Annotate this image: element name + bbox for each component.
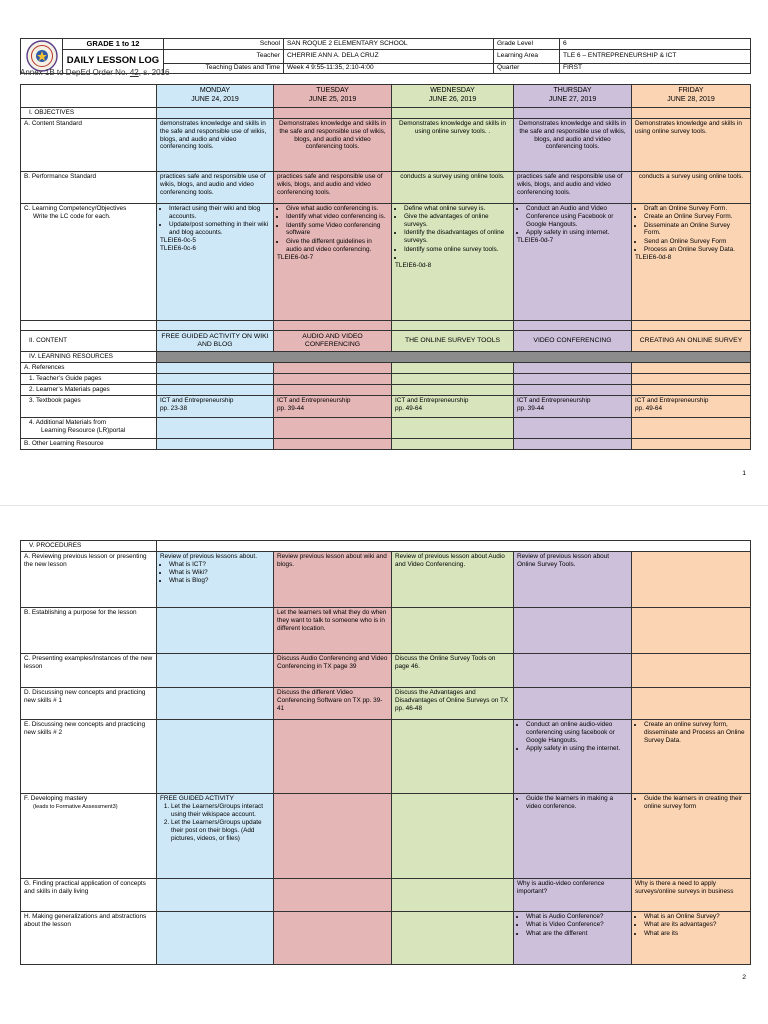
dates-value: Week 4 9:55-11:35, 2:10-4:00: [284, 63, 494, 74]
annex-note: [20, 68, 169, 78]
corner-cell: [21, 85, 157, 108]
content-tuesday: AUDIO AND VIDEO CONFERENCING: [274, 331, 392, 352]
proc-a-tuesday: Review previous lesson about wiki and blogs.: [274, 552, 392, 608]
content-standard-friday: Demonstrates knowledge and skills in using online survey tools.: [632, 119, 751, 172]
proc-h-label: H. Making generalizations and abstractions about the lesson: [21, 912, 157, 965]
list-item: • Identify some online survey tools.: [404, 246, 510, 254]
proc-f-monday-list: [160, 803, 270, 843]
quarter-label: Quarter: [494, 63, 560, 74]
objectives-heading: I. OBJECTIVES: [21, 108, 157, 119]
textbook-wednesday: ICT and Entrepreneurship pp. 49-64: [392, 395, 514, 417]
annex-prefix: Annex 1B to DepEd Order No.: [20, 68, 130, 77]
content-friday: CREATING AN ONLINE SURVEY: [632, 331, 751, 352]
list-item: • What is Blog?: [169, 577, 270, 585]
annex-number: 42: [129, 68, 139, 77]
list-item: • Identify the disadvantages of online surveys.: [404, 229, 510, 245]
lc-code: TLEIE6-0d-7: [277, 253, 314, 261]
competency-thursday: [514, 204, 632, 321]
lc-code: TLEIE6-0c-5 TLEIE6-0c-6: [160, 237, 196, 253]
school-value: SAN ROQUE 2 ELEMENTARY SCHOOL: [284, 39, 494, 50]
grade-label: Grade Level: [494, 39, 560, 50]
list-item: • Apply safety in using internet.: [526, 229, 628, 237]
list-item: • What is Wiki?: [169, 569, 270, 577]
list-item: • Conduct an online audio-video conferencing using facebook or Google Hangouts.: [526, 721, 628, 744]
proc-a-label: A. Reviewing previous lesson or presenting the new lesson: [21, 552, 157, 608]
performance-standard-monday: practices safe and responsible use of wikis, blogs, and audio and video conferencing tools.: [157, 172, 274, 204]
performance-standard-friday: conducts a survey using online tools.: [632, 172, 751, 204]
proc-h-thursday-list: [517, 913, 628, 937]
list-item: • Create an online survey form, disseminate and Process an Online Survey Data.: [644, 721, 747, 744]
day-header-friday: FRIDAY JUNE 28, 2019: [632, 85, 751, 108]
log-title-main: DAILY LESSON LOG: [63, 49, 164, 74]
content-heading: II. CONTENT: [21, 331, 157, 352]
list-item: • Guide the learners in making a video conference.: [526, 795, 628, 811]
proc-e-friday: [632, 720, 751, 794]
proc-g-friday: Why is there a need to apply surveys/online surveys in business: [632, 879, 751, 912]
grade-value: 6: [560, 39, 751, 50]
list-item: • Create an Online Survey Form.: [644, 213, 747, 221]
competency-wednesday: [392, 204, 514, 321]
content-standard-label: A. Content Standard: [21, 119, 157, 172]
proc-f-monday: [157, 794, 274, 879]
competency-tuesday: [274, 204, 392, 321]
proc-f-friday-list: [635, 795, 747, 811]
proc-f-title: F. Developing mastery: [24, 795, 88, 802]
competency-subtitle: Write the LC code for each.: [33, 212, 111, 220]
textbook-label: 3. Textbook pages: [21, 395, 157, 417]
area-label: Learning Area: [494, 49, 560, 63]
proc-c-tuesday: Discuss Audio Conferencing and Video Conferencing in TX page 39: [274, 654, 392, 688]
proc-d-label: D. Discussing new concepts and practicing new skills # 1: [21, 688, 157, 720]
page-number-2: 2: [742, 974, 746, 981]
competency-title: C. Learning Competency/Objectives: [24, 205, 127, 212]
day-header-wednesday: WEDNESDAY JUNE 26, 2019: [392, 85, 514, 108]
learners-materials-label: 2. Learner’s Materials pages: [21, 384, 157, 395]
proc-b-tuesday: Let the learners tell what they do when they want to talk to someone who is in different location.: [274, 608, 392, 654]
content-wednesday: THE ONLINE SURVEY TOOLS: [392, 331, 514, 352]
textbook-friday: ICT and Entrepreneurship pp. 49-64: [632, 395, 751, 417]
competency-wednesday-list: [395, 205, 510, 262]
list-item: • Interact using their wiki and blog accounts.: [169, 205, 270, 221]
list-item: 1. Let the Learners/Groups interact using their wikispace account.: [171, 803, 270, 819]
proc-h-friday: [632, 912, 751, 965]
content-standard-monday: demonstrates knowledge and skills in the safe and responsible use of wikis, blogs, and audio and video conferencing tools.: [157, 119, 274, 172]
page-number-1: 1: [742, 470, 746, 477]
list-item: • What is Audio Conference?: [526, 913, 628, 921]
day-header-thursday: THURSDAY JUNE 27, 2019: [514, 85, 632, 108]
proc-d-tuesday: Discuss the different Video Conferencing Software on TX pp. 39-41: [274, 688, 392, 720]
list-item: • What are its: [644, 930, 747, 938]
teacher-value: CHERRIE ANN A. DELA CRUZ: [284, 49, 494, 63]
performance-standard-wednesday: conducts a survey using online tools.: [392, 172, 514, 204]
list-item: • Apply safety in using the internet.: [526, 745, 628, 753]
list-item: 2. Let the Learners/Groups update their post on their blogs. (Add pictures, videos, or files): [171, 819, 270, 842]
competency-friday: [632, 204, 751, 321]
school-label: School: [164, 39, 284, 50]
procedures-heading: V. PROCEDURES: [21, 541, 157, 552]
textbook-tuesday: ICT and Entrepreneurship pp. 39-44: [274, 395, 392, 417]
proc-a-monday-list: [160, 561, 270, 585]
proc-b-label: B. Establishing a purpose for the lesson: [21, 608, 157, 654]
list-item: • What is an Online Survey?: [644, 913, 747, 921]
day-header-tuesday: TUESDAY JUNE 25, 2019: [274, 85, 392, 108]
list-item: • What is Video Conference?: [526, 921, 628, 929]
lc-code: TLEIE6-0d-8: [635, 254, 672, 262]
proc-e-friday-list: [635, 721, 747, 744]
references-label: A. References: [21, 363, 157, 374]
content-standard-tuesday: Demonstrates knowledge and skills in the safe and responsible use of wikis, blogs, and audio and video conferencing tools.: [274, 119, 392, 172]
proc-f-friday: [632, 794, 751, 879]
proc-f-thursday-list: [517, 795, 628, 811]
competency-tuesday-list: [277, 205, 388, 253]
proc-f-subtitle: (leads to Formative Assessment3): [33, 803, 118, 810]
list-item: [404, 254, 510, 262]
competency-label: [21, 204, 157, 321]
list-item: • Draft an Online Survey Form.: [644, 205, 747, 213]
quarter-value: FIRST: [560, 63, 751, 74]
proc-g-thursday: Why is audio-video conference important?: [514, 879, 632, 912]
log-title-grade: GRADE 1 to 12: [63, 39, 164, 50]
proc-e-thursday: [514, 720, 632, 794]
list-item: • Define what online survey is.: [404, 205, 510, 213]
proc-c-label: C. Presenting examples/Instances of the new lesson: [21, 654, 157, 688]
list-item: • Give what audio conferencing is.: [286, 205, 388, 213]
dates-label: Teaching Dates and Time: [164, 63, 284, 74]
performance-standard-thursday: practices safe and responsible use of wikis, blogs, and audio and video conferencing tools.: [514, 172, 632, 204]
proc-c-wednesday: Discuss the Online Survey Tools on page 46.: [392, 654, 514, 688]
page-2: [0, 505, 768, 1024]
proc-f-label: [21, 794, 157, 879]
annex-suffix: , s. 2016: [138, 68, 170, 77]
content-monday: FREE GUIDED ACTIVITY ON WIKI AND BLOG: [157, 331, 274, 352]
resources-gray-bar: [157, 352, 751, 363]
proc-h-friday-list: [635, 913, 747, 937]
additional-materials-label: [21, 417, 157, 438]
day-header-monday: MONDAY JUNE 24, 2019: [157, 85, 274, 108]
list-item: • Update/post something in their wiki and blog accounts.: [169, 221, 270, 237]
textbook-monday: ICT and Entrepreneurship pp. 23-38: [157, 395, 274, 417]
performance-standard-label: B. Performance Standard: [21, 172, 157, 204]
list-item: • Conduct an Audio and Video Conference using Facebook or Google Hangouts.: [526, 205, 628, 228]
list-item: • Give the advantages of online surveys.: [404, 213, 510, 229]
procedures-table: [20, 540, 751, 965]
proc-a-thursday: Review of previous lesson about Online Survey Tools.: [514, 552, 632, 608]
additional-materials-line2: Learning Resource (LR)portal: [41, 426, 126, 434]
lc-code: TLEIE6-0d-7: [517, 237, 554, 245]
proc-f-thursday: [514, 794, 632, 879]
performance-standard-tuesday: practices safe and responsible use of wikis, blogs, and audio and video conferencing tools.: [274, 172, 392, 204]
list-item: • Disseminate an Online Survey Form.: [644, 222, 747, 238]
list-item: • Send an Online Survey Form: [644, 238, 747, 246]
proc-a-monday-text: Review of previous lessons about.: [160, 553, 257, 560]
list-item: • Guide the learners in creating their online survey form: [644, 795, 747, 811]
proc-a-wednesday: Review of previous lesson about Audio and Video Conferencing.: [392, 552, 514, 608]
list-item: • Process an Online Survey Data.: [644, 246, 747, 254]
list-item: • What are its advantages?: [644, 921, 747, 929]
proc-d-wednesday: Discuss the Advantages and Disadvantages of Online Surveys on TX pp. 46-48: [392, 688, 514, 720]
proc-a-monday: [157, 552, 274, 608]
proc-f-monday-title: FREE GUIDED ACTIVITY: [160, 795, 234, 802]
competency-thursday-list: [517, 205, 628, 237]
proc-e-thursday-list: [517, 721, 628, 753]
list-item: • Give the different guidelines in audio and video conferencing.: [286, 238, 388, 254]
lc-code: TLEIE6-0d-8: [395, 262, 432, 270]
list-item: • Identify what video conferencing is.: [286, 213, 388, 221]
content-standard-wednesday: Demonstrates knowledge and skills in using online survey tools. .: [392, 119, 514, 172]
proc-g-label: G. Finding practical application of concepts and skills in daily living: [21, 879, 157, 912]
list-item: • What is ICT?: [169, 561, 270, 569]
objectives-table: [20, 84, 751, 450]
competency-monday: [157, 204, 274, 321]
teacher-label: Teacher: [164, 49, 284, 63]
competency-monday-list: [160, 205, 270, 237]
content-standard-thursday: Demonstrates knowledge and skills in the safe and responsible use of wikis, blogs, and audio and video conferencing tools.: [514, 119, 632, 172]
page-1: [0, 0, 768, 505]
teachers-guide-label: 1. Teacher’s Guide pages: [21, 373, 157, 384]
list-item: • Identify some Video conferencing software: [286, 222, 388, 238]
textbook-thursday: ICT and Entrepreneurship pp. 39-44: [514, 395, 632, 417]
content-thursday: VIDEO CONFERENCING: [514, 331, 632, 352]
competency-friday-list: [635, 205, 747, 254]
area-value: TLE 6 – ENTREPRENEURSHIP & ICT: [560, 49, 751, 63]
resources-heading: IV. LEARNING RESOURCES: [21, 352, 157, 363]
other-resource-label: B. Other Learning Resource: [21, 438, 157, 449]
proc-e-label: E. Discussing new concepts and practicing new skills # 2: [21, 720, 157, 794]
list-item: • What are the different: [526, 930, 628, 938]
proc-h-thursday: [514, 912, 632, 965]
additional-materials-line1: 4. Additional Materials from: [29, 418, 107, 426]
